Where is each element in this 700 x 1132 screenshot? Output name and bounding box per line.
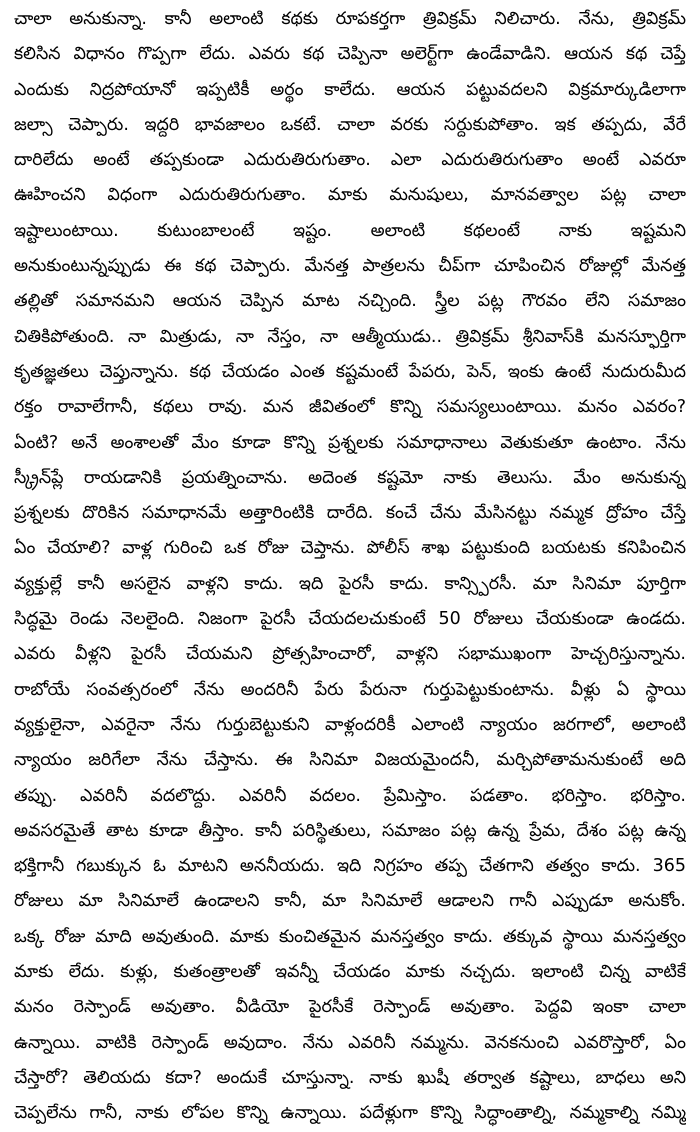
text-line: ఇష్టాలుంటాయి. కుటుంబాలంటే ఇష్టం. అలాంటి కథలంటే నాకు ఇష్టమని bbox=[14, 220, 686, 241]
text-line: ఒక్క రోజు మాది అవుతుంది. మాకు కుంచితమైన మనస్తత్వం కాదు. తక్కువ స్థాయి మనస్తత్వం bbox=[14, 926, 686, 947]
text-line: కృతజ్ఞతలు చెప్తున్నాను. కథ చేయడం ఎంత కష్టమంటే పేపరు, పెన్, ఇంకు ఉంటే నుదురుమీద bbox=[14, 361, 686, 382]
text-line: న్యాయం జరిగేలా నేను చేస్తాను. ఈ సినిమా విజయమైందనీ, మర్చిపోతామనుకుంటే అది bbox=[14, 750, 686, 771]
text-line: వ్యక్తులైనా, ఎవరైనా నేను గుర్తుబెట్టుకుని వాళ్లందరికీ ఎలాంటి న్యాయం జరగాలో, అలాంటి bbox=[14, 714, 686, 735]
text-line: తప్పు. ఎవరినీ వదలొద్దు. ఎవరినీ వదలం. ప్రేమిస్తాం. పడతాం. భరిస్తాం. భరిస్తాం. bbox=[14, 785, 686, 806]
text-line: స్క్రీన్‌ప్లే రాయడానికి ప్రయత్నించాను. అదెంత కష్టమో నాకు తెలుసు. మేం అనుకున్న bbox=[14, 467, 686, 488]
text-line: ఏంటి? అనే అంశాలతో మేం కూడా కొన్ని ప్రశ్నలకు సమాధానాలు వెతుకుతూ ఉంటాం. నేను bbox=[14, 432, 686, 453]
text-line: ఊహించని విధంగా ఎదురుతిరుగుతాం. మాకు మనుషులు, మానవత్వాల పట్ల చాలా bbox=[14, 185, 686, 206]
text-line: దారిలేదు అంటే తప్పకుండా ఎదురుతిరుగుతాం. ఎలా ఎదురుతిరుగుతాం అంటే ఎవరూ bbox=[14, 150, 686, 171]
text-line: కలిసిన విధానం గొప్పగా లేదు. ఎవరు కథ చెప్పినా అలెర్ట్‌గా ఉండేవాడిని. ఆయన కథ చెప్తే bbox=[14, 44, 686, 65]
text-line: ఉన్నాయి. వాటికి రెస్పాండ్ అవుదాం. నేను ఎవరినీ నమ్మను. వెనకనుంచి ఎవరొస్తారో, ఏం bbox=[14, 1032, 686, 1053]
text-line: ప్రశ్నలకు దొరికిన సమాధానమే అత్తారింటికి దారేది. కంచే చేను మేసినట్టు నమ్మక ద్రోహం చేస్తే bbox=[14, 503, 686, 524]
text-line: తల్లితో సమానమని ఆయన చెప్పిన మాట నచ్చింది. స్త్రీల పట్ల గౌరవం లేని సమాజం bbox=[14, 291, 686, 312]
text-line: రోజులు మా సినిమాలే ఉండాలని కానీ, మా సినిమాలే ఆడాలని గానీ ఎప్పుడూ అనుకోం. bbox=[14, 891, 686, 912]
text-line: సిద్ధమై రెండు నెలలైంది. నిజంగా పైరసీ చేయదలచుకుంటే 50 రోజులు చేయకుండా ఉండదు. bbox=[14, 609, 686, 630]
text-line: మాకు లేదు. కుళ్లు, కుతంత్రాలతో ఇవన్నీ చేయడం మాకు నచ్చదు. ఇలాంటి చిన్న వాటికే bbox=[14, 962, 686, 983]
text-line: మనం రెస్పాండ్ అవుతాం. వీడియో పైరసీకే రెస్పాండ్ అవుతాం. పెద్దవి ఇంకా చాలా bbox=[14, 997, 686, 1018]
text-line: అనుకుంటున్నప్పుడు ఈ కథ చెప్పారు. మేనత్త పాత్రలను చీప్‌గా చూపించిన రోజుల్లో మేనత్త bbox=[14, 256, 686, 277]
text-line: చెప్పలేను గానీ, నాకు లోపల కొన్ని ఉన్నాయి. పదేళ్లుగా కొన్ని సిద్ధాంతాల్ని, నమ్మకాల్ని నమ్మి bbox=[14, 1103, 686, 1124]
text-line: వ్యక్తుల్లే కానీ అసలైన వాళ్లని కాదు. ఇది పైరసీ కాదు. కాన్స్పిరసీ. మా సినిమా పూర్తిగా bbox=[14, 573, 686, 594]
text-line: ఎవరు వీళ్లని పైరసీ చేయమని ప్రోత్సహించారో, వాళ్లని సభాముఖంగా హెచ్చరిస్తున్నాను. bbox=[14, 644, 686, 665]
text-line: చేస్తారో? తెలియదు కదా? అందుకే చూస్తున్నా. నాకు ఖుషీ తర్వాత కష్టాలు, బాధలు అని bbox=[14, 1067, 686, 1088]
text-line: చాలా అనుకున్నా. కానీ అలాంటి కథకు రూపకర్తగా త్రివిక్రమ్ నిలిచారు. నేను, త్రివిక్రమ్ bbox=[14, 9, 686, 29]
article-body bbox=[14, 2, 686, 1132]
text-line: రక్తం రావాలేగానీ, కథలు రావు. మన జీవితంలో కొన్ని సమస్యలుంటాయి. మనం ఎవరం? bbox=[14, 397, 686, 418]
text-line: భక్తిగానీ గబుక్కున ఓ మాటని అననీయదు. ఇది నిగ్రహం తప్ప చేతగాని తత్వం కాదు. 365 bbox=[14, 856, 686, 877]
text-line: రాబోయే సంవత్సరంలో నేను అందరినీ పేరు పేరునా గుర్తుపెట్టుకుంటాను. వీళ్లు ఏ స్థాయి bbox=[14, 679, 686, 700]
text-line: అవసరమైతే తాట కూడా తీస్తాం. కానీ పరిస్థితులు, సమాజం పట్ల ఉన్న ప్రేమ, దేశం పట్ల ఉన్న bbox=[14, 820, 686, 841]
text-line: జల్సా చెప్పారు. ఇద్దరి భావజాలం ఒకటే. చాలా వరకు సర్దుకుపోతాం. ఇక తప్పదు, వేరే bbox=[14, 114, 686, 135]
text-line: ఎందుకు నిద్రపోయానో ఇప్పటికీ అర్థం కాలేదు. ఆయన పట్టువదలని విక్రమార్కుడిలాగా bbox=[14, 79, 686, 100]
text-line: ఏం చేయాలి? వాళ్ల గురించి ఒక రోజు చెప్తాను. పోలీస్ శాఖ పట్టుకుంది బయటకు కనిపించిన bbox=[14, 538, 686, 559]
text-line: చితికిపోతుంది. నా మిత్రుడు, నా నేస్తం, నా ఆత్మీయుడు.. త్రివిక్రమ్ శ్రీనివాస్‌కి మనస్ఫూర్తిగా bbox=[14, 326, 686, 347]
